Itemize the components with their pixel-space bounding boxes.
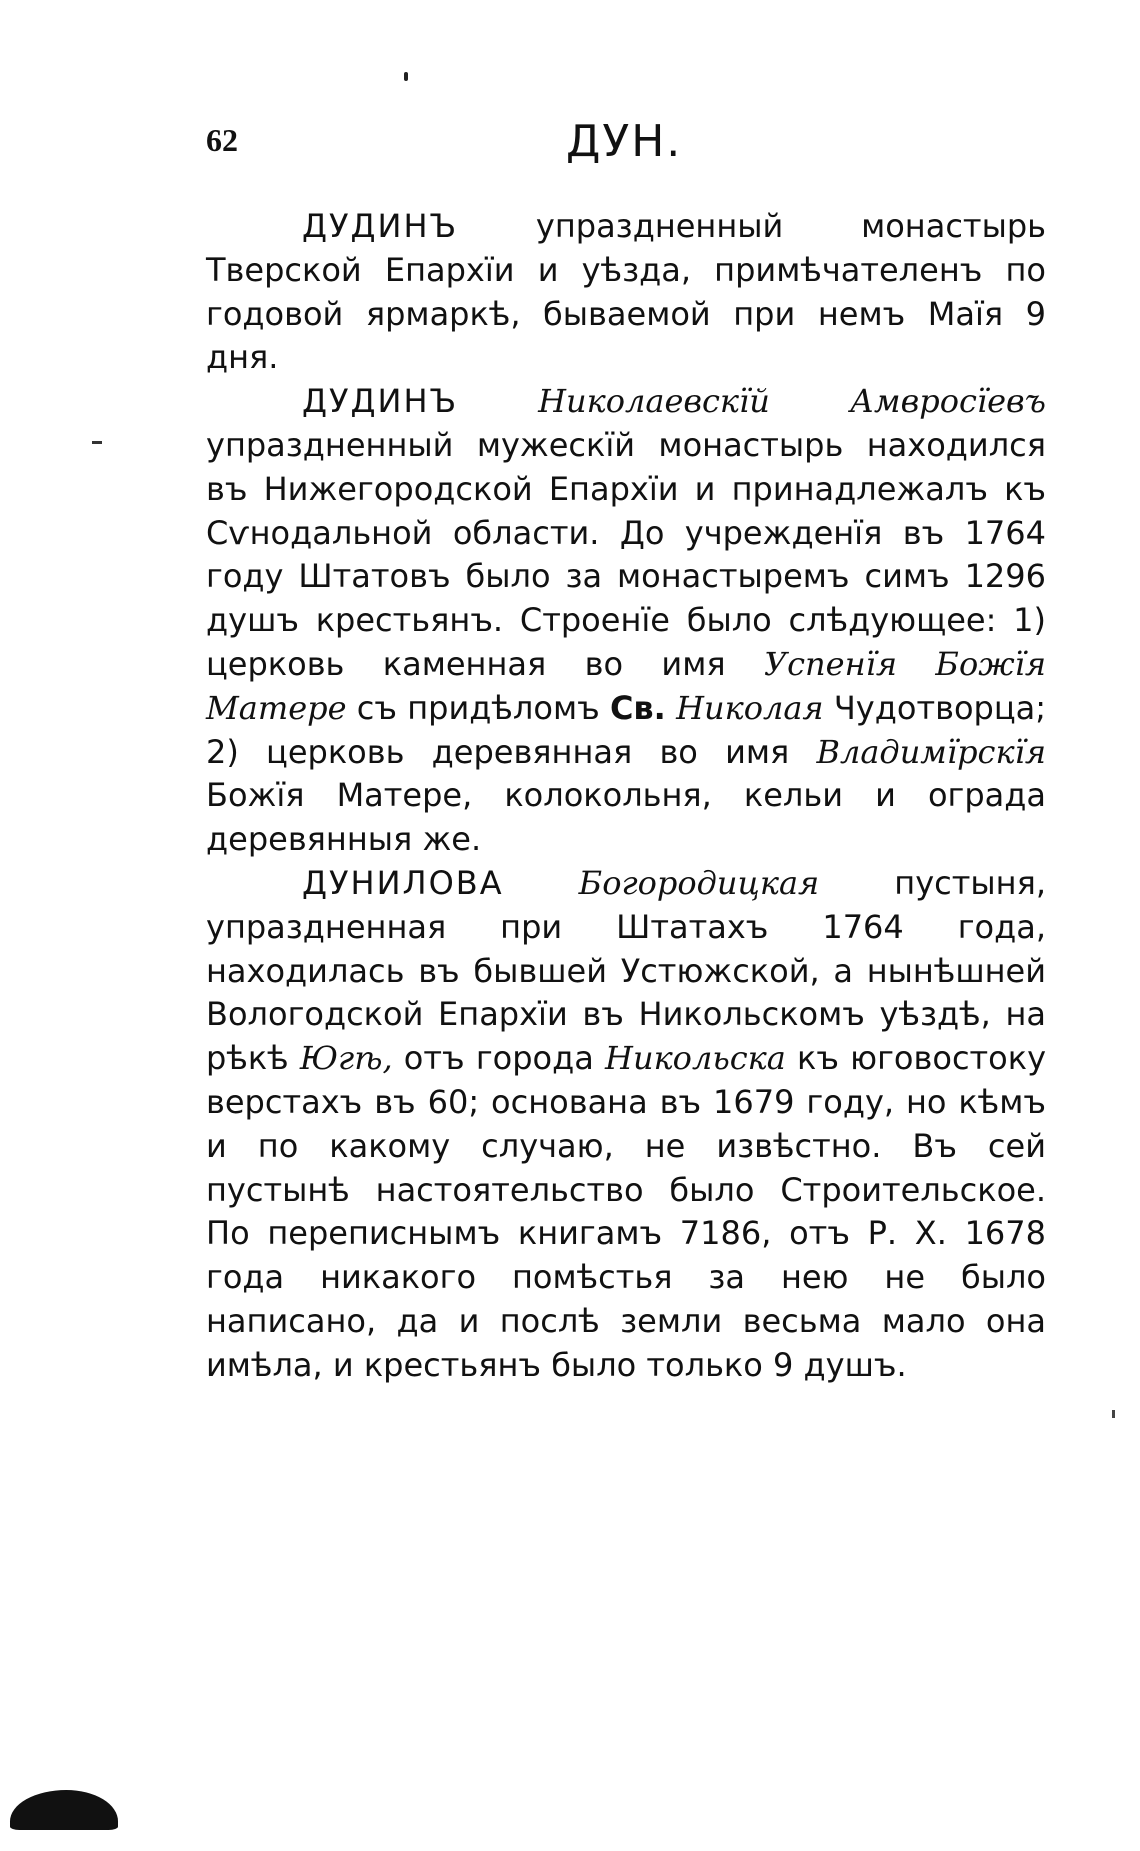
ink-blot [10,1790,118,1830]
entry-italic-name: Николая [676,688,824,727]
entry-text [458,382,538,420]
entry-headword: ДУНИЛОВА [302,863,504,902]
entry-dudin-tver [206,205,1046,380]
entry-italic-name: Богородицкая [578,863,820,902]
page-header [206,112,1046,172]
entry-text [504,864,579,902]
entry-headword: ДУДИНЪ [302,382,459,421]
entry-italic-name: Никольска [605,1039,786,1078]
entry-italic-name: Югѣ, [299,1039,393,1078]
entry-text: пустыня, упраздненная при Штатахъ 1764 года, находилась въ бывшей Устюжской, а нынѣшней Вологодской Епархïи въ Никольскомъ уѣздѣ, на рѣкѣ [206,863,1047,1078]
entry-text [666,689,676,727]
ink-speck [1112,1410,1115,1418]
entry-text: съ придѣломъ [346,688,610,727]
ink-speck [404,72,408,81]
entry-bold-abbrev: Св. [609,688,666,727]
entry-headword: ДУДИНЪ [302,207,459,245]
entry-italic-name: Владимïрскïя [816,732,1046,771]
ink-speck [92,441,102,444]
running-head: ДУН. [566,116,683,167]
entry-dunilova [206,862,1046,1388]
entry-text: отъ города [392,1039,606,1078]
entry-text: упраздненный монастырь Тверской Епархïи и уѣзда, примѣчателенъ по годовой ярмаркѣ, бываемой при немъ Маïя 9 дня. [206,207,1046,377]
entry-italic-name: Успенïя Божïя Матере [206,644,1047,727]
entry-text: Божïя Матере, колокольня, кельи и ограда деревянныя же. [206,776,1046,859]
entry-text: Чудотворца; 2) церковь деревянная во имя [206,688,1046,771]
dictionary-entries [206,205,1046,1388]
page-number: 62 [206,122,238,158]
entry-italic-name: Николаевскïй Амвросïевъ [538,382,1047,421]
entry-text: къ юговостоку верстахъ въ 60; основана въ 1679 году, но кѣмъ и по какому случаю, не извѣстно. Въ сей пустынѣ настоятельство было Строительское. По переписнымъ книгамъ 7186, отъ Р. Х. 1678 года никакого помѣстья за нею не было написано, да и послѣ земли весьма мало она имѣла, и крестьянъ было только 9 душъ. [206,1039,1047,1384]
entry-dudin-nikolaevsky [206,380,1046,862]
entry-text: упраздненный мужескïй монастырь находился въ Нижегородской Епархïи и принадлежалъ къ Сѵнодальной области. До учрежденïя въ 1764 году Штатовъ было за монастыремъ симъ 1296 душъ крестьянъ. Строенïе было слѣдующее: 1) церковь каменная во имя [206,425,1046,683]
